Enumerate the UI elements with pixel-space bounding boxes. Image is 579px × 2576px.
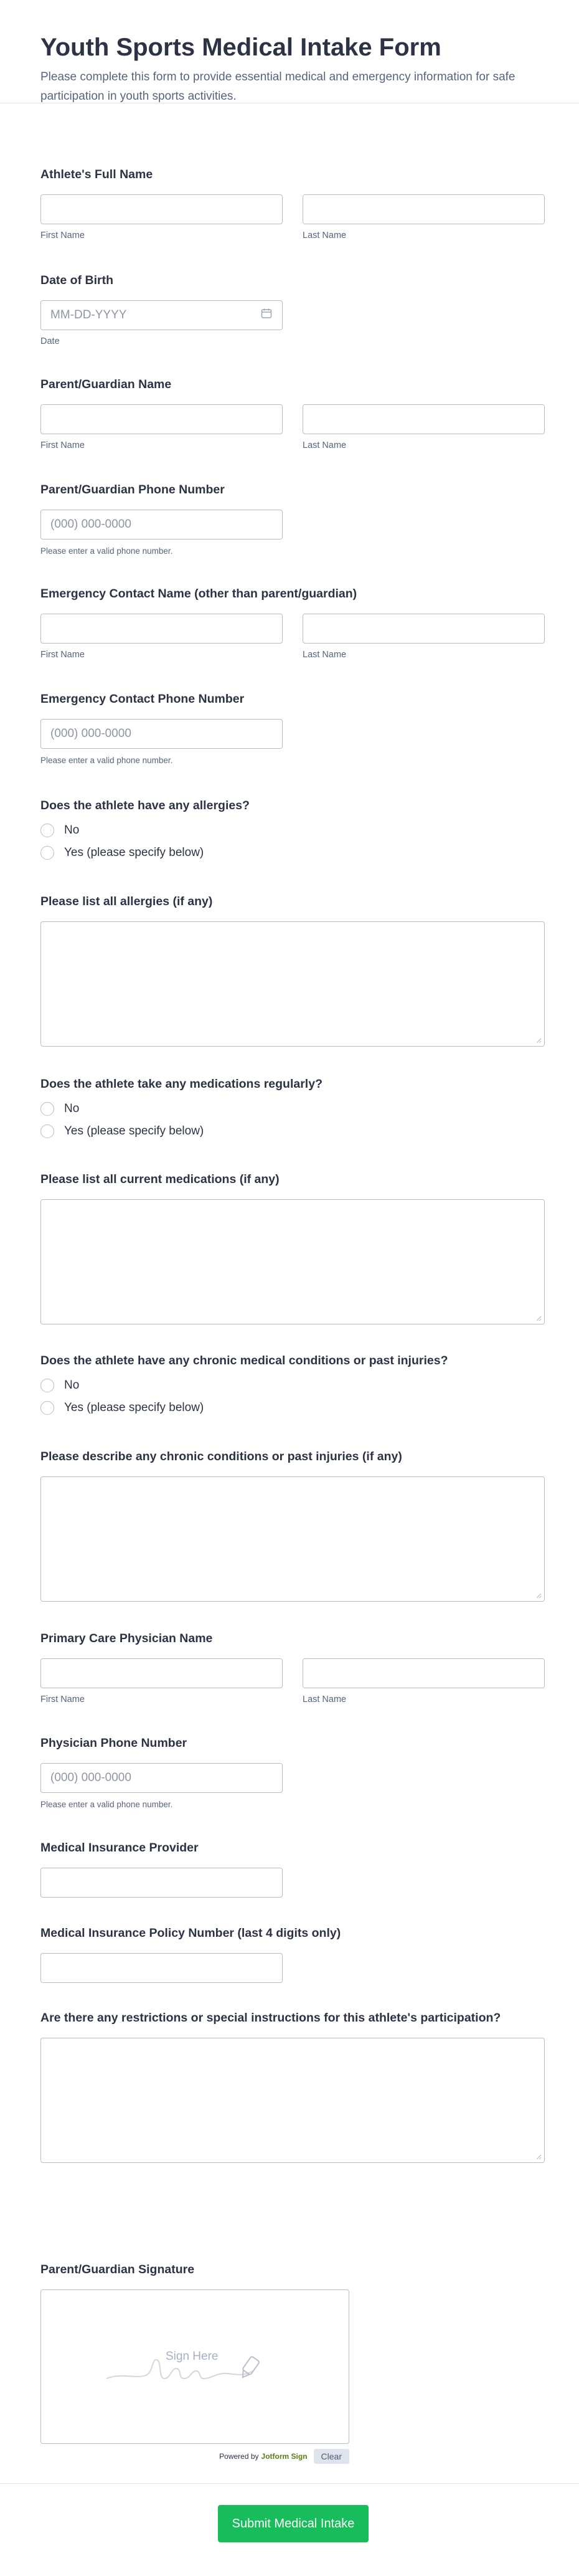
powered-by-text: Powered by xyxy=(219,2452,259,2461)
field-label: Please list all allergies (if any) xyxy=(40,895,213,908)
field-label: Primary Care Physician Name xyxy=(40,1632,213,1645)
phone-placeholder: (000) 000-0000 xyxy=(50,727,131,740)
allergies-question xyxy=(40,797,545,862)
field-label: Parent/Guardian Name xyxy=(40,378,172,391)
field-label: Emergency Contact Phone Number xyxy=(40,692,245,706)
field-label: Physician Phone Number xyxy=(40,1736,187,1750)
radio-label: No xyxy=(64,824,80,837)
conditions-list-field xyxy=(40,1448,545,1602)
jotform-sign-link[interactable]: Jotform Sign xyxy=(261,2452,308,2461)
resize-handle-icon xyxy=(535,2154,542,2160)
field-label: Please describe any chronic conditions or past injuries (if any) xyxy=(40,1450,402,1463)
sublabel-last: Last Name xyxy=(303,650,347,660)
phone-hint: Please enter a valid phone number. xyxy=(40,546,173,556)
radio-label: Yes (please specify below) xyxy=(64,1124,204,1138)
radio-button[interactable] xyxy=(40,1124,54,1138)
emergency-last-name-input[interactable] xyxy=(303,614,545,644)
insurance-policy-input[interactable] xyxy=(40,1953,283,1983)
clear-signature-button[interactable]: Clear xyxy=(314,2449,349,2464)
medications-textarea[interactable] xyxy=(40,1199,545,1324)
radio-option-yes[interactable] xyxy=(40,844,545,862)
field-label: Athlete's Full Name xyxy=(40,168,153,181)
sublabel-first: First Name xyxy=(40,231,85,240)
conditions-question xyxy=(40,1352,545,1417)
field-label: Parent/Guardian Phone Number xyxy=(40,483,225,497)
resize-handle-icon xyxy=(535,1592,542,1599)
form-footer xyxy=(0,2483,579,2576)
form-title: Youth Sports Medical Intake Form xyxy=(40,34,441,61)
insurance-provider-input[interactable] xyxy=(40,1868,283,1898)
physician-name-field xyxy=(40,1630,545,1704)
phone-hint: Please enter a valid phone number. xyxy=(40,756,173,765)
resize-handle-icon xyxy=(535,1315,542,1321)
field-label: Does the athlete take any medications regularly? xyxy=(40,1077,322,1091)
signature-field xyxy=(40,2261,545,2464)
dob-placeholder: MM-DD-YYYY xyxy=(50,308,127,321)
field-label: Medical Insurance Policy Number (last 4 digits only) xyxy=(40,1926,341,1940)
guardian-name-field xyxy=(40,376,545,450)
emergency-phone-input[interactable] xyxy=(40,719,283,749)
field-label: Does the athlete have any allergies? xyxy=(40,799,250,812)
sublabel-first: First Name xyxy=(40,650,85,660)
radio-button[interactable] xyxy=(40,1401,54,1415)
field-label: Parent/Guardian Signature xyxy=(40,2263,195,2276)
submit-button[interactable]: Submit Medical Intake xyxy=(218,2505,369,2542)
guardian-phone-input[interactable] xyxy=(40,510,283,539)
field-label: Emergency Contact Name (other than parent/guardian) xyxy=(40,587,357,601)
field-label: Does the athlete have any chronic medical conditions or past injuries? xyxy=(40,1354,448,1367)
sign-here-text: Sign Here xyxy=(166,2350,219,2363)
radio-label: Yes (please specify below) xyxy=(64,1401,204,1414)
radio-button[interactable] xyxy=(40,1379,54,1392)
athlete-name-field xyxy=(40,166,545,240)
resize-handle-icon xyxy=(535,1037,542,1043)
phone-placeholder: (000) 000-0000 xyxy=(50,1771,131,1784)
guardian-first-name-input[interactable] xyxy=(40,404,283,434)
signature-pad[interactable] xyxy=(40,2289,349,2444)
restrictions-textarea[interactable] xyxy=(40,2038,545,2163)
emergency-first-name-input[interactable] xyxy=(40,614,283,644)
physician-first-name-input[interactable] xyxy=(40,1658,283,1688)
athlete-first-name-input[interactable] xyxy=(40,194,283,224)
insurance-provider-field xyxy=(40,1840,545,1898)
field-label: Please list all current medications (if any) xyxy=(40,1172,280,1186)
emergency-name-field xyxy=(40,586,545,660)
form-description: Please complete this form to provide essential medical and emergency information for safe participation in youth sports activities. xyxy=(40,70,515,103)
guardian-phone-field xyxy=(40,482,545,556)
phone-placeholder: (000) 000-0000 xyxy=(50,518,131,531)
radio-option-yes[interactable] xyxy=(40,1122,545,1141)
sublabel-last: Last Name xyxy=(303,1694,347,1704)
sublabel-last: Last Name xyxy=(303,440,347,450)
radio-label: No xyxy=(64,1102,80,1115)
guardian-last-name-input[interactable] xyxy=(303,404,545,434)
radio-option-no[interactable] xyxy=(40,821,545,840)
dob-input[interactable] xyxy=(40,300,283,330)
medications-question xyxy=(40,1076,545,1141)
calendar-icon[interactable] xyxy=(260,307,273,323)
dob-field xyxy=(40,272,545,346)
physician-last-name-input[interactable] xyxy=(303,1658,545,1688)
sublabel-first: First Name xyxy=(40,440,85,450)
field-label: Are there any restrictions or special instructions for this athlete's participation? xyxy=(40,2011,501,2025)
restrictions-field xyxy=(40,2010,545,2163)
form-header xyxy=(0,0,579,103)
phone-hint: Please enter a valid phone number. xyxy=(40,1800,173,1809)
radio-button[interactable] xyxy=(40,846,54,860)
athlete-last-name-input[interactable] xyxy=(303,194,545,224)
radio-option-no[interactable] xyxy=(40,1376,545,1395)
radio-button[interactable] xyxy=(40,1102,54,1116)
physician-phone-field xyxy=(40,1735,545,1809)
physician-phone-input[interactable] xyxy=(40,1763,283,1793)
radio-option-yes[interactable] xyxy=(40,1399,545,1417)
medications-list-field xyxy=(40,1171,545,1324)
insurance-policy-field xyxy=(40,1925,545,1983)
emergency-phone-field xyxy=(40,691,545,765)
radio-button[interactable] xyxy=(40,824,54,837)
sublabel-first: First Name xyxy=(40,1694,85,1704)
allergies-textarea[interactable] xyxy=(40,921,545,1047)
radio-option-no[interactable] xyxy=(40,1100,545,1118)
field-label: Date of Birth xyxy=(40,273,113,287)
sublabel-date: Date xyxy=(40,336,60,346)
signature-footer xyxy=(40,2449,349,2464)
radio-label: Yes (please specify below) xyxy=(64,846,204,859)
radio-label: No xyxy=(64,1379,80,1392)
sublabel-last: Last Name xyxy=(303,231,347,240)
conditions-textarea[interactable] xyxy=(40,1476,545,1602)
field-label: Medical Insurance Provider xyxy=(40,1841,199,1855)
allergies-list-field xyxy=(40,893,545,1047)
